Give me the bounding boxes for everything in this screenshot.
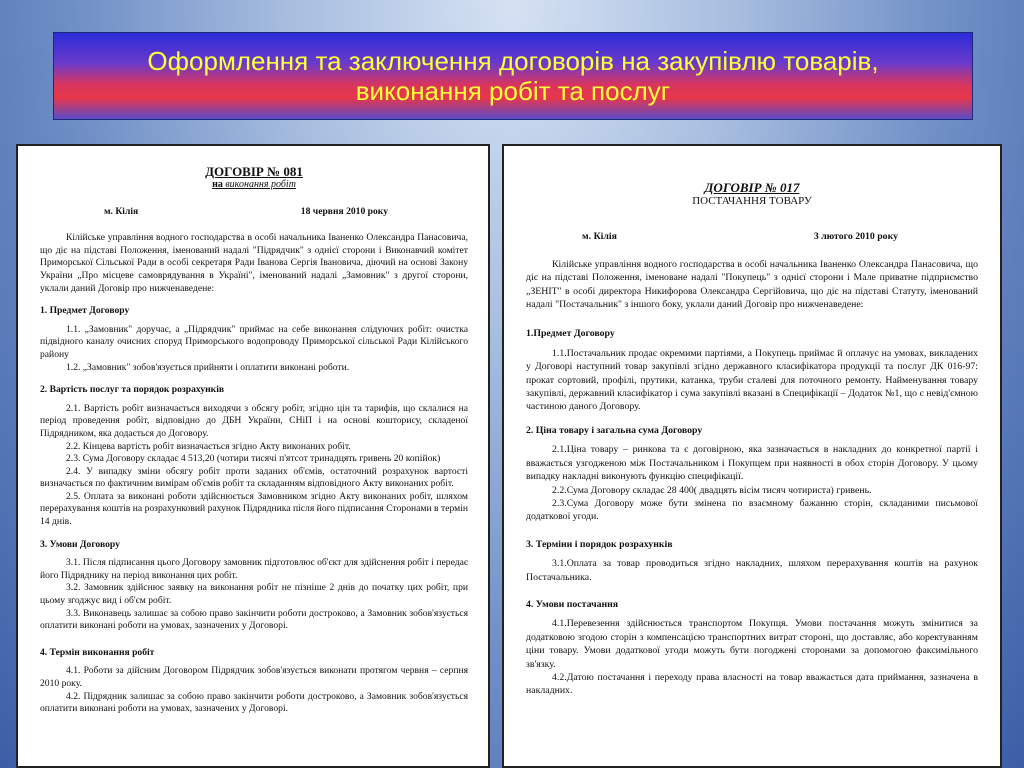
contract-017-subtitle: ПОСТАЧАННЯ ТОВАРУ bbox=[692, 195, 812, 207]
contract-017-clause-2-2: 2.2.Сума Договору складає 28 400( двадцять вісім тисяч чотириста) гривень. bbox=[552, 484, 872, 496]
contract-081-clause-4-1: 4.1. Роботи за дійсним Договором Підрядчик зобов'язується виконати протягом червня – серпня 2010 року. bbox=[40, 665, 468, 689]
contract-081-clause-1-1: 1.1. „Замовник" доручає, а „Підрядчик" приймає на себе виконання слідуючих робіт: очистка підвідного каналу очисних споруд Приморського водопроводу Приморської сільської Ради Кілійського району bbox=[40, 323, 468, 360]
contract-017-clause-3-1: 3.1.Оплата за товар проводиться згідно накладних, шляхом перерахування коштів на рахунок Постачальника. bbox=[526, 558, 978, 583]
contract-081-subtitle: виконання робіт bbox=[225, 179, 296, 190]
contract-081-clause-2-1: 2.1. Вартість робіт визначається виходячи з обсягу робіт, згідно цін та тарифів, що склалися на період проведення робіт, відповідно до ДБН України, СНіП і на основі кошторису, складеної Підрядником, яка додається до Договору. bbox=[40, 402, 468, 439]
contract-017-section2-title: 2. Ціна товару і загальна сума Договору bbox=[526, 424, 703, 436]
contract-017-clause-4-2: 4.2.Датою постачання і переходу права власності на товар вважається дата приймання, зазначена в накладних. bbox=[526, 671, 978, 697]
contract-081-document bbox=[16, 144, 490, 768]
contract-081-clause-2-3: 2.3. Сума Договору складає 4 513,20 (чотири тисячі п'ятсот тринадцять гривень 20 копійок) bbox=[66, 453, 441, 465]
contract-081-clause-1-2: 1.2. „Замовник" зобов'язується прийняти і оплатити виконані роботи. bbox=[66, 361, 350, 373]
contract-081-section3-title: 3. Умови Договору bbox=[40, 538, 120, 550]
slide-title-line1: Оформлення та заключення договорів на закупівлю товарів, bbox=[147, 46, 879, 76]
contract-081-place-date bbox=[40, 206, 468, 219]
contract-081-preamble: Кілійське управління водного господарства в особі начальника Іваненко Олександра Панасовича, що діє на підставі Положення, іменований надалі "Підрядчик" з однієї сторони і Виконавчий комітет Приморської Сільської Ради в особі секретаря Ради Іванова Сергія Івановича, діючий на основі Закону України „Про місцеве самоврядування в Україні", іменований надалі „Замовник" з другої сторони, уклали даний Договір про нижченаведене: bbox=[40, 232, 468, 294]
contract-081-clause-2-5: 2.5. Оплата за виконані роботи здійснюється Замовником згідно Акту виконаних робіт, шляхом перерахування коштів на розрахунковий рахунок Підрядника після його підписання Сторонами в термін 14 днів. bbox=[40, 490, 468, 528]
contract-017-section4-title: 4. Умови постачання bbox=[526, 598, 619, 610]
slide-title-line2: виконання робіт та послуг bbox=[355, 76, 671, 106]
contract-081-title: ДОГОВІР № 081 bbox=[205, 164, 303, 179]
contract-081-clause-3-1: 3.1. Після підписання цього Договору замовник підготовлює об'єкт для здійснення робіт і передає його Підряднику на період виконання цих робіт. bbox=[40, 557, 468, 581]
contract-017-clause-1-1: 1.1.Постачальник продає окремими партіями, а Покупець приймає й оплачує на умовах, викладених у Договорі наступний товар закупівлі згідно державного класифікатора продукції та послуг ДК 016-97: прокат сортовий, профілі, прутики, катанка, труби сталеві для поточного ремонту. Найменування товару закупівлі, державний класифікатор і сума закупівлі вказані в Специфікації – Додаток №1, що є невід'ємною частиною даного Договору. bbox=[526, 347, 978, 413]
contract-081-section1-title: 1. Предмет Договору bbox=[40, 305, 130, 317]
contract-081-date: 18 червня 2010 року bbox=[300, 205, 388, 217]
contract-017-place-date bbox=[526, 230, 978, 243]
contract-017-date: 3 лютого 2010 року bbox=[813, 231, 898, 243]
contract-081-clause-3-3: 3.3. Виконавець залишає за собою право закінчити роботи достроково, а Замовник зобов'язується оплатити виконані роботи на умовах, зазначених у Договорі. bbox=[40, 607, 468, 632]
contract-017-clause-2-3: 2.3.Сума Договору може бути змінена по взаємному бажанню сторін, складаними письмової додаткової угоди. bbox=[526, 497, 978, 523]
contract-017-section1-title: 1.Предмет Договору bbox=[526, 328, 615, 340]
slide-title bbox=[53, 32, 973, 120]
contract-081-section2-title: 2. Вартість послуг та порядок розрахунків bbox=[40, 384, 225, 396]
contract-017-city: м. Кілія bbox=[582, 231, 617, 243]
contract-017-section3-title: 3. Терміни і порядок розрахунків bbox=[526, 538, 673, 550]
contract-081-clause-3-2: 3.2. Замовник здійснює заявку на виконання робіт не пізніше 2 днів до початку цих робіт, при цьому згоджує вид і об'єм робіт. bbox=[40, 582, 468, 607]
contract-017-preamble: Кілійське управління водного господарства в особі начальника Іваненко Олександра Панасовича, що діє на підставі Положення, іменоване надалі "Покупець" з однієї сторони і Мале приватне підприємство „ЗЕНІТ" в особі директора Никифорова Олександра Сергійовича, що діє на підставі Статуту, іменований надалі "Постачальник" з іншого боку, уклали даний Договір про нижченаведене: bbox=[526, 258, 978, 311]
contract-017-title: ДОГОВІР № 017 bbox=[704, 180, 800, 195]
contract-081-clause-2-4: 2.4. У випадку зміни обсягу робіт проти заданих об'ємів, остаточний розрахунок вартості визначається по фактичним вимірам об'ємів робіт та складанням відповідного Акту виконаних робіт. bbox=[40, 465, 468, 490]
contract-017-clause-2-1: 2.1.Ціна товару – ринкова та є договірною, яка зазначається в накладних до конкретної партії і вважається узгодженою між Постачальником і Покупцем при наявності в обох сторін Договору. У цьому випадку накладні виконують функцію специфікації. bbox=[526, 444, 978, 483]
contract-081-subtitle-line bbox=[40, 179, 468, 192]
contract-081-subtitle-prefix: на bbox=[212, 179, 223, 190]
contract-017-document bbox=[502, 144, 1002, 768]
contract-081-section4-title: 4. Термін виконання робіт bbox=[40, 646, 155, 658]
contract-017-clause-4-1: 4.1.Перевезення здійснюється транспортом Покупця. Умови постачання можуть змінитися за додатковою згодою сторін з компенсацією транспортних витрат стороні, що доставляє, або коректуванням ціни товару. Умови додаткової угоди можуть бути погоджені сторонами за допомогою факсимільного зв'язку. bbox=[526, 618, 978, 670]
contract-081-clause-2-2: 2.2. Кінцева вартість робіт визначається згідно Акту виконаних робіт. bbox=[66, 440, 351, 452]
contract-081-clause-4-2: 4.2. Підрядник залишає за собою право закінчити роботи достроково, а Замовник зобов'язується оплатити виконані роботи на умовах, зазначених у Договорі. bbox=[40, 690, 468, 715]
contract-081-city: м. Кілія bbox=[104, 205, 139, 217]
